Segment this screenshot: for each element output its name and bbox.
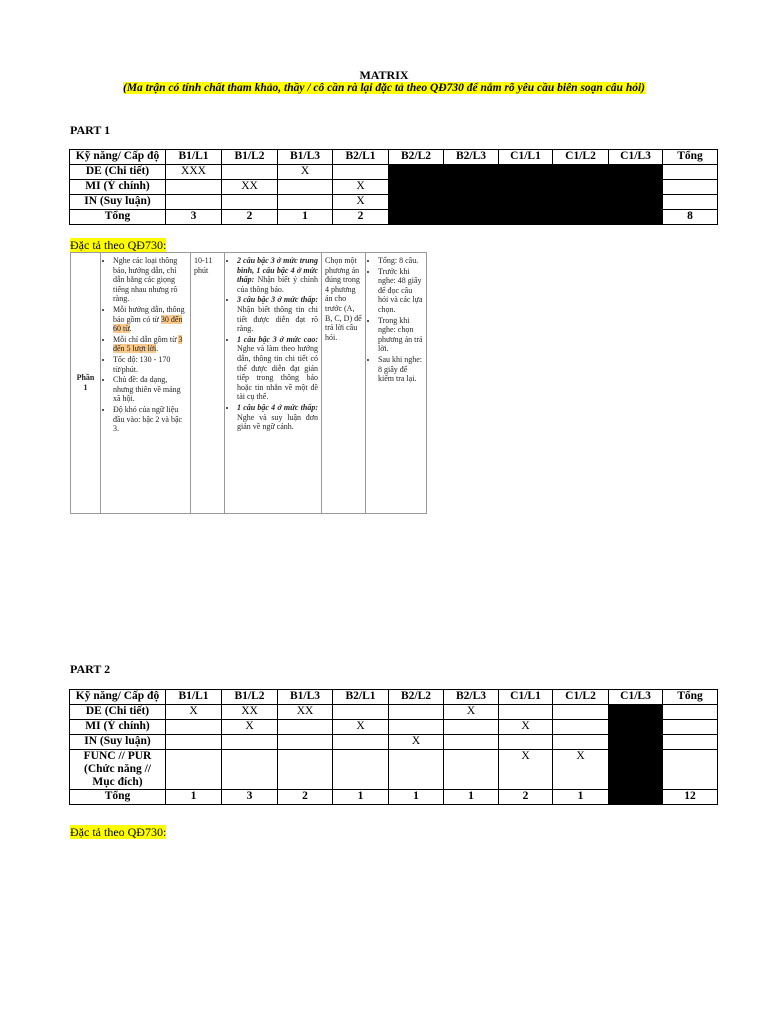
spec-col-levels xyxy=(225,253,322,514)
part1-header-cell: B1/L1 xyxy=(166,150,222,165)
part1-header-cell: C1/L1 xyxy=(499,150,553,165)
part2-matrix-table xyxy=(69,689,718,805)
list-item: • Chủ đề: đa dạng, nhưng thiên về mảng xã hội. xyxy=(113,375,187,404)
row-label: DE (Chi tiết) xyxy=(70,165,166,180)
matrix-cell xyxy=(278,195,333,210)
matrix-cell xyxy=(663,750,718,790)
list-item: • Mỗi chỉ dẫn gồm từ 3 đến 5 lượt lời. xyxy=(113,335,187,354)
row-label: IN (Suy luận) xyxy=(70,195,166,210)
matrix-cell xyxy=(166,720,222,735)
matrix-cell xyxy=(663,705,718,720)
part2-total-row xyxy=(70,790,718,805)
matrix-cell xyxy=(499,705,553,720)
document-subtitle xyxy=(0,82,768,94)
blocked-cell xyxy=(609,195,663,210)
matrix-cell xyxy=(166,735,222,750)
blocked-cell xyxy=(609,165,663,180)
total-cell: 1 xyxy=(553,790,609,805)
document-title: MATRIX xyxy=(359,68,409,82)
blocked-cell xyxy=(553,210,609,225)
part1-header-row xyxy=(70,150,718,165)
matrix-cell xyxy=(663,195,718,210)
blocked-cell xyxy=(553,180,609,195)
total-label: Tổng xyxy=(70,790,166,805)
spec-part-cell: Phần 1 xyxy=(71,253,101,514)
total-cell: 1 xyxy=(389,790,444,805)
total-cell: 2 xyxy=(333,210,389,225)
matrix-cell: X xyxy=(499,750,553,790)
part2-header-cell: B2/L1 xyxy=(333,690,389,705)
part1-header-cell: B1/L3 xyxy=(278,150,333,165)
matrix-cell: X xyxy=(333,180,389,195)
spec-label-text: Đặc tả theo QĐ730: xyxy=(70,825,167,839)
matrix-cell xyxy=(166,180,222,195)
part2-header-cell: C1/L2 xyxy=(553,690,609,705)
part1-header-cell: Tổng xyxy=(663,150,718,165)
matrix-cell xyxy=(663,180,718,195)
part2-header-cell: B1/L3 xyxy=(278,690,333,705)
blocked-cell xyxy=(553,195,609,210)
part2-heading: PART 2 xyxy=(70,662,111,676)
matrix-cell: X xyxy=(333,195,389,210)
row-label: MI (Ý chính) xyxy=(70,180,166,195)
table-row xyxy=(70,720,718,735)
part2-header-cell: B1/L2 xyxy=(222,690,278,705)
spec-image-table xyxy=(70,252,427,514)
matrix-cell: X xyxy=(499,720,553,735)
list-item: • Tổng: 8 câu. xyxy=(378,256,423,266)
spec-col-notes xyxy=(366,253,427,514)
matrix-cell xyxy=(553,705,609,720)
part1-header-cell: B1/L2 xyxy=(222,150,278,165)
blocked-cell xyxy=(389,180,444,195)
part2-header-cell: B2/L3 xyxy=(444,690,499,705)
total-cell: 2 xyxy=(499,790,553,805)
matrix-cell xyxy=(222,750,278,790)
total-cell: 1 xyxy=(278,210,333,225)
matrix-cell xyxy=(389,720,444,735)
matrix-cell: X xyxy=(222,720,278,735)
total-cell: 3 xyxy=(222,790,278,805)
subtitle-text: (Ma trận có tính chất tham khảo, thầy / cô cần rà lại đặc tả theo QĐ730 để nắm rõ yêu cầu biên soạn câu hỏi) xyxy=(122,82,645,94)
matrix-cell: X xyxy=(389,735,444,750)
blocked-cell xyxy=(609,705,663,720)
table-row xyxy=(70,735,718,750)
list-item: • 1 câu bậc 3 ở mức cao: Nghe và làm theo hướng dẫn, thông tin chi tiết có thể được diễn đạt gián tiếp trong thông báo hoặc tin nhắn về một đề tài cụ thể. xyxy=(237,335,318,402)
row-label: DE (Chi tiết) xyxy=(70,705,166,720)
highlighted-text: 30 đến 60 từ xyxy=(113,314,183,334)
part2-spec-label xyxy=(70,825,166,840)
blocked-cell xyxy=(609,735,663,750)
blocked-cell xyxy=(389,195,444,210)
spec-col-time: 10-11 phút xyxy=(191,253,225,514)
matrix-cell xyxy=(389,750,444,790)
blocked-cell xyxy=(499,210,553,225)
matrix-cell: X xyxy=(333,720,389,735)
table-row xyxy=(70,750,718,790)
blocked-cell xyxy=(609,790,663,805)
part2-header-cell: C1/L3 xyxy=(609,690,663,705)
part1-heading: PART 1 xyxy=(70,123,111,137)
list-item: • 1 câu bậc 4 ở mức thấp: Nghe và suy luận đơn giản về ngữ cảnh. xyxy=(237,403,318,432)
matrix-cell: XX xyxy=(222,180,278,195)
list-item: • 3 câu bậc 3 ở mức thấp: Nhận biết thông tin chi tiết được diễn đạt rõ ràng. xyxy=(237,295,318,333)
part2-header-cell: Tổng xyxy=(663,690,718,705)
matrix-cell xyxy=(222,735,278,750)
list-item: • Mỗi hướng dẫn, thông báo gồm có từ 30 đến 60 từ. xyxy=(113,305,187,334)
matrix-cell: X xyxy=(553,750,609,790)
blocked-cell xyxy=(389,210,444,225)
highlighted-text: 3 đến 5 lượt lời xyxy=(113,334,183,354)
blocked-cell xyxy=(444,195,499,210)
part1-header-cell: B2/L2 xyxy=(389,150,444,165)
spec-col-input xyxy=(101,253,191,514)
row-label: MI (Ý chính) xyxy=(70,720,166,735)
matrix-cell: X xyxy=(166,705,222,720)
blocked-cell xyxy=(499,180,553,195)
list-item: • Sau khi nghe: 8 giây để kiểm tra lại. xyxy=(378,355,423,384)
matrix-cell xyxy=(333,165,389,180)
matrix-cell xyxy=(444,750,499,790)
spec-row xyxy=(71,253,427,514)
matrix-cell xyxy=(663,720,718,735)
matrix-cell xyxy=(278,750,333,790)
total-cell: 8 xyxy=(663,210,718,225)
matrix-cell xyxy=(553,735,609,750)
matrix-cell xyxy=(499,735,553,750)
matrix-cell xyxy=(444,735,499,750)
matrix-cell: X xyxy=(278,165,333,180)
part1-header-cell: B2/L3 xyxy=(444,150,499,165)
part2-header-cell: Kỹ năng/ Cấp độ xyxy=(70,690,166,705)
matrix-cell xyxy=(333,705,389,720)
matrix-cell xyxy=(553,720,609,735)
matrix-cell xyxy=(333,750,389,790)
part1-header-cell: C1/L2 xyxy=(553,150,609,165)
blocked-cell xyxy=(553,165,609,180)
table-row xyxy=(70,180,718,195)
blocked-cell xyxy=(499,195,553,210)
list-item: • Độ khó của ngữ liệu đầu vào: bậc 2 và bậc 3. xyxy=(113,405,187,434)
total-cell: 1 xyxy=(166,790,222,805)
matrix-cell xyxy=(333,735,389,750)
blocked-cell xyxy=(499,165,553,180)
total-cell: 12 xyxy=(663,790,718,805)
matrix-cell xyxy=(166,195,222,210)
part2-header-cell: B2/L2 xyxy=(389,690,444,705)
matrix-cell xyxy=(389,705,444,720)
list-item: • Tốc độ: 130 - 170 từ/phút. xyxy=(113,355,187,374)
part1-header-cell: C1/L3 xyxy=(609,150,663,165)
blocked-cell xyxy=(609,750,663,790)
total-label: Tổng xyxy=(70,210,166,225)
blocked-cell xyxy=(444,165,499,180)
blocked-cell xyxy=(444,210,499,225)
table-row xyxy=(70,195,718,210)
matrix-cell: X xyxy=(444,705,499,720)
part2-header-cell: B1/L1 xyxy=(166,690,222,705)
matrix-cell xyxy=(278,735,333,750)
total-cell: 2 xyxy=(222,210,278,225)
table-row xyxy=(70,165,718,180)
list-item: • 2 câu bậc 3 ở mức trung bình, 1 câu bậc 4 ở mức thấp: Nhận biết ý chính của thông báo. xyxy=(237,256,318,294)
spec-label-text: Đặc tả theo QĐ730: xyxy=(70,238,167,252)
part2-header-cell: C1/L1 xyxy=(499,690,553,705)
matrix-cell xyxy=(166,750,222,790)
list-item: • Trước khi nghe: 48 giây để đọc câu hỏi và các lựa chọn. xyxy=(378,267,423,315)
matrix-cell xyxy=(663,165,718,180)
matrix-cell xyxy=(663,735,718,750)
row-label: IN (Suy luận) xyxy=(70,735,166,750)
part1-spec-label xyxy=(70,238,166,253)
spec-col-format: Chọn một phương án đúng trong 4 phương án cho trước (A, B, C, D) để trả lời câu hỏi. xyxy=(322,253,366,514)
part1-total-row xyxy=(70,210,718,225)
total-cell: 1 xyxy=(333,790,389,805)
part1-matrix-table xyxy=(69,149,718,225)
blocked-cell xyxy=(609,210,663,225)
matrix-cell xyxy=(444,720,499,735)
matrix-cell xyxy=(278,180,333,195)
total-cell: 1 xyxy=(444,790,499,805)
list-item: • Trong khi nghe: chọn phương án trả lời. xyxy=(378,316,423,354)
blocked-cell xyxy=(609,720,663,735)
list-item: • Nghe các loại thông báo, hướng dẫn, chỉ dẫn bằng các giọng tiếng nhau nhưng rõ ràng. xyxy=(113,256,187,304)
matrix-cell: XX xyxy=(278,705,333,720)
matrix-cell: XXX xyxy=(166,165,222,180)
table-row xyxy=(70,705,718,720)
blocked-cell xyxy=(389,165,444,180)
total-cell: 3 xyxy=(166,210,222,225)
total-cell: 2 xyxy=(278,790,333,805)
blocked-cell xyxy=(609,180,663,195)
part2-header-row xyxy=(70,690,718,705)
matrix-cell: XX xyxy=(222,705,278,720)
part1-header-cell: Kỹ năng/ Cấp độ xyxy=(70,150,166,165)
matrix-cell xyxy=(222,195,278,210)
part1-header-cell: B2/L1 xyxy=(333,150,389,165)
matrix-cell xyxy=(222,165,278,180)
matrix-cell xyxy=(278,720,333,735)
row-label: FUNC // PUR (Chức năng // Mục đích) xyxy=(70,750,166,790)
blocked-cell xyxy=(444,180,499,195)
